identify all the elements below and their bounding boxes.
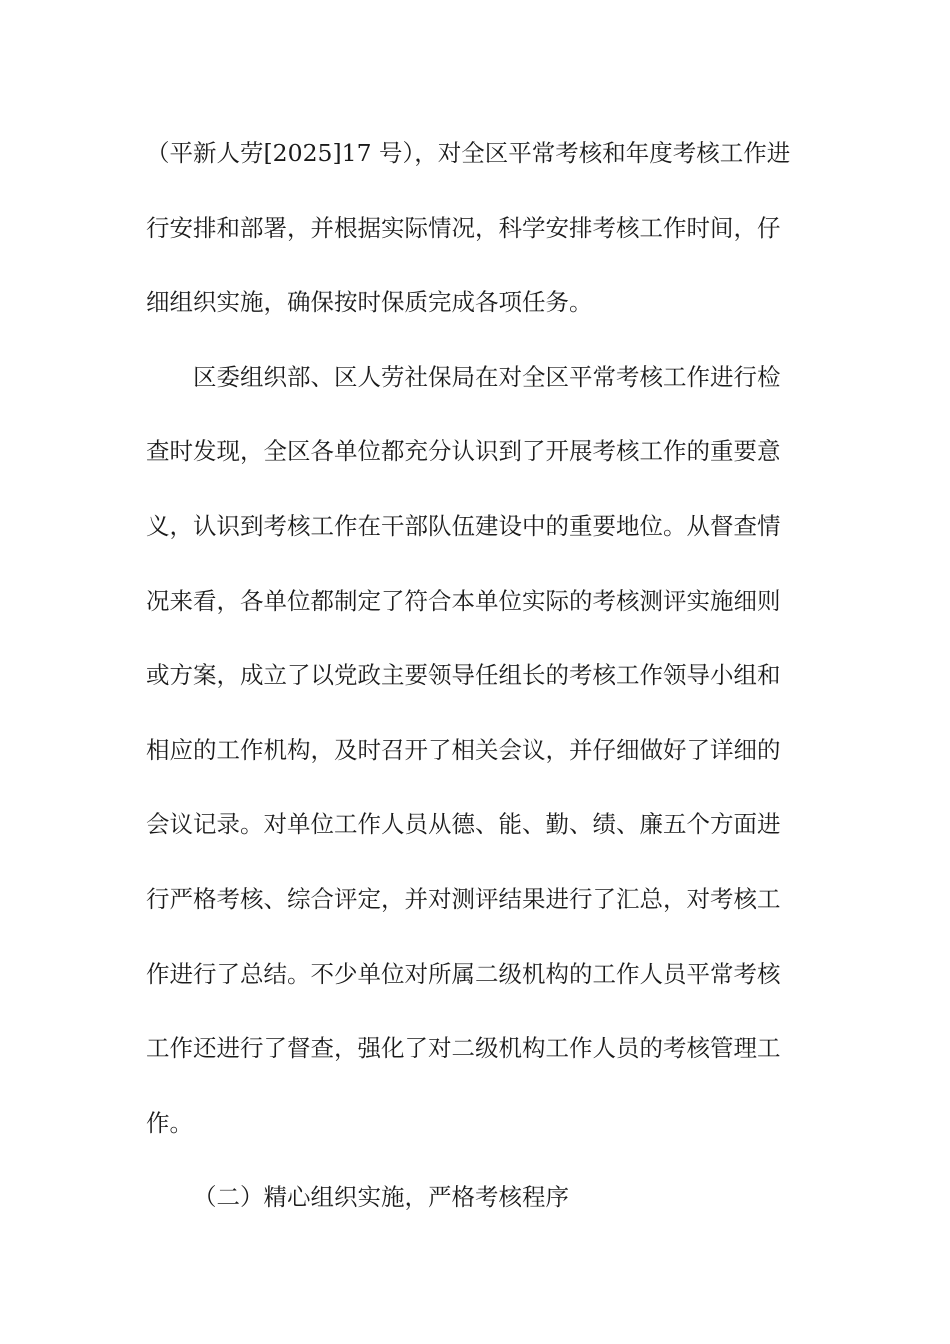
text-line: 况来看，各单位都制定了符合本单位实际的考核测评实施细则	[146, 586, 781, 615]
text-line: 工作还进行了督查，强化了对二级机构工作人员的考核管理工	[146, 1034, 781, 1063]
section-heading: （二）精心组织实施，严格考核程序	[193, 1183, 569, 1212]
text-line: 义，认识到考核工作在干部队伍建设中的重要地位。从督查情	[146, 511, 781, 540]
text-line: 作进行了总结。不少单位对所属二级机构的工作人员平常考核	[146, 959, 781, 988]
text-line: 行安排和部署，并根据实际情况，科学安排考核工作时间，仔	[146, 213, 781, 242]
paragraph-continuation	[146, 133, 826, 357]
text-line: 查时发现，全区各单位都充分认识到了开展考核工作的重要意	[146, 437, 781, 466]
text-line: 或方案，成立了以党政主要领导任组长的考核工作领导小组和	[146, 661, 781, 690]
text-line: 区委组织部、区人劳社保局在对全区平常考核工作进行检	[193, 362, 781, 391]
text-line: 作。	[146, 1108, 193, 1137]
text-line: 会议记录。对单位工作人员从德、能、勤、绩、廉五个方面进	[146, 810, 781, 839]
text-line: 相应的工作机构，及时召开了相关会议，并仔细做好了详细的	[146, 735, 781, 764]
document-body	[146, 133, 826, 1252]
text-line: 细组织实施，确保按时保质完成各项任务。	[146, 288, 593, 317]
text-line: 行严格考核、综合评定，并对测评结果进行了汇总，对考核工	[146, 884, 781, 913]
paragraph-inspection	[146, 357, 826, 1178]
text-line: （平新人劳[2025]17 号），对全区平常考核和年度考核工作进	[146, 139, 791, 167]
